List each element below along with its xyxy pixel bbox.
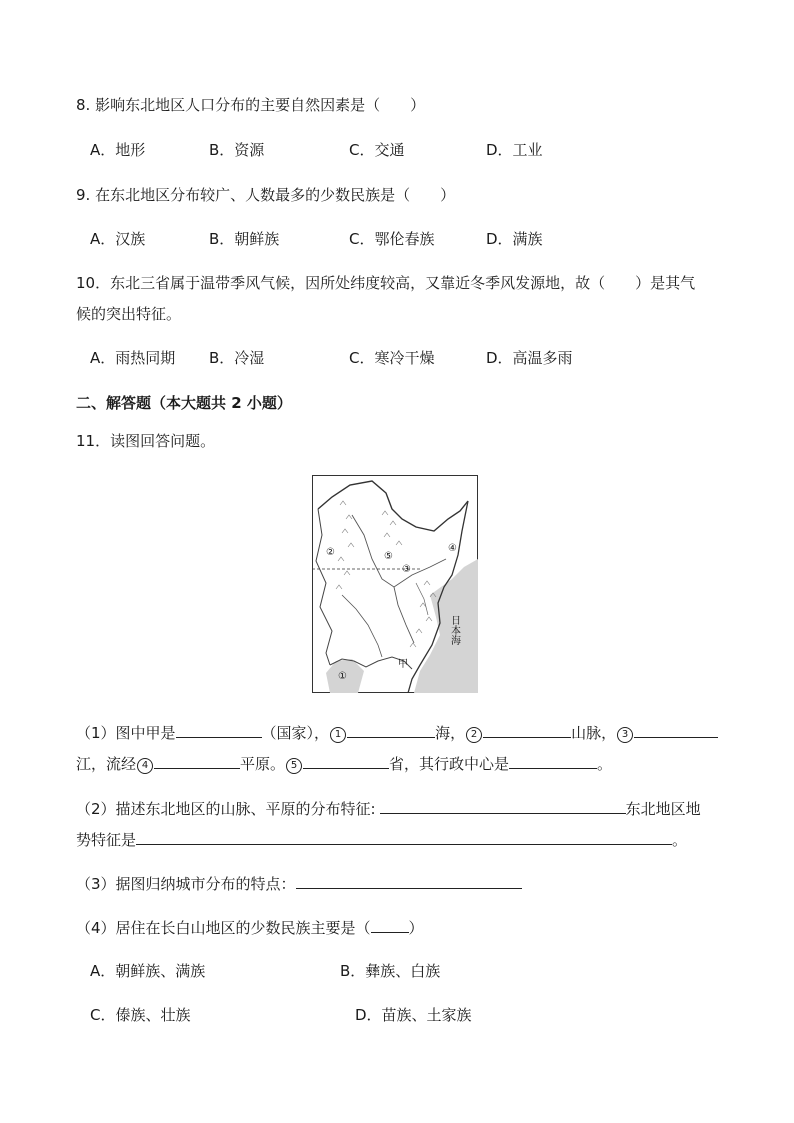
circled-number: 5 (286, 758, 302, 774)
answer-blank-country[interactable] (176, 721, 262, 738)
q11-sub4-option-c[interactable]: C．傣族、壮族 (90, 1006, 191, 1024)
circled-number: 2 (466, 727, 482, 743)
q11-sub1-text: 山脉， (571, 724, 617, 742)
map-label-5: ⑤ (384, 551, 393, 562)
circled-number: 4 (137, 758, 153, 774)
q9-option-a[interactable]: A．汉族 (90, 230, 146, 248)
q11-sub1-line2 (76, 752, 612, 774)
q11-sub4-option-b[interactable]: B．彝族、白族 (340, 962, 441, 980)
q10-option-d[interactable]: D．高温多雨 (486, 349, 573, 367)
q11-sub1-text: （1）图中甲是 (76, 724, 176, 742)
answer-blank-choice[interactable] (371, 916, 409, 933)
map-label-jia: 甲 (398, 659, 408, 670)
q11-sub2-line2 (76, 828, 687, 850)
q11-sub4-text: （4）居住在长白山地区的少数民族主要是（ (76, 919, 371, 937)
q11-sub2-text: 势特征是 (76, 831, 137, 849)
answer-blank-capital[interactable] (509, 752, 597, 769)
q11-sub1-text: 省，其行政中心是 (389, 755, 510, 773)
q11-sub1-text: （国家）， (261, 724, 330, 742)
q10-option-a[interactable]: A．雨热同期 (90, 349, 176, 367)
q11-sub4-stem (76, 916, 424, 938)
q11-sub1-text: 海， (435, 724, 466, 742)
answer-blank-distribution[interactable] (380, 797, 626, 814)
section-title: 二、解答题（本大题共 2 小题） (76, 394, 292, 412)
answer-blank-province[interactable] (303, 752, 389, 769)
map-label-sea: 日本海 (448, 615, 460, 645)
answer-blank-sea[interactable] (347, 721, 435, 738)
answer-blank-mountain[interactable] (483, 721, 571, 738)
q11-sub2-line1 (76, 797, 701, 819)
q9-option-b[interactable]: B．朝鲜族 (209, 230, 280, 248)
q10-option-c[interactable]: C．寒冷干燥 (349, 349, 435, 367)
q11-stem: 11．读图回答问题。 (76, 432, 216, 450)
q9-stem: 9. 在东北地区分布较广、人数最多的少数民族是（ ） (76, 186, 456, 204)
q11-sub1-text: 。 (597, 755, 613, 773)
q8-option-b[interactable]: B．资源 (209, 141, 265, 159)
q11-sub2-text: 东北地区地 (625, 800, 701, 818)
q9-option-d[interactable]: D．满族 (486, 230, 543, 248)
northeast-china-map (312, 475, 478, 693)
q10-option-b[interactable]: B．冷湿 (209, 349, 265, 367)
map-label-2: ② (326, 547, 335, 558)
q11-sub2-text: （2）描述东北地区的山脉、平原的分布特征: (76, 800, 376, 818)
q8-option-d[interactable]: D．工业 (486, 141, 543, 159)
q11-sub4-option-d[interactable]: D．苗族、土家族 (355, 1006, 472, 1024)
answer-blank-city-distribution[interactable] (296, 872, 522, 889)
q10-stem-line1: 10．东北三省属于温带季风气候，因所处纬度较高，又靠近冬季风发源地，故（ ）是其气 (76, 274, 696, 292)
q11-sub4-option-a[interactable]: A．朝鲜族、满族 (90, 962, 206, 980)
q11-sub2-text: 。 (672, 831, 688, 849)
circled-number: 1 (330, 727, 346, 743)
q8-stem: 8. 影响东北地区人口分布的主要自然因素是（ ） (76, 96, 426, 114)
answer-blank-terrain[interactable] (136, 828, 672, 845)
q11-sub1-text: 江，流经 (76, 755, 137, 773)
q11-sub3-text: （3）据图归纳城市分布的特点： (76, 875, 296, 893)
q9-option-c[interactable]: C．鄂伦春族 (349, 230, 435, 248)
map-label-3: ③ (402, 564, 411, 575)
q11-sub1-text: 平原。 (240, 755, 286, 773)
q11-sub3 (76, 872, 522, 894)
answer-blank-river[interactable] (634, 721, 718, 738)
q11-sub1-line1 (76, 721, 718, 743)
circled-number: 3 (617, 727, 633, 743)
map-label-4: ④ (448, 543, 457, 554)
q8-option-a[interactable]: A．地形 (90, 141, 146, 159)
answer-blank-plain[interactable] (154, 752, 240, 769)
q11-sub4-text: ） (408, 919, 424, 937)
map-label-1: ① (338, 671, 347, 682)
q8-option-c[interactable]: C．交通 (349, 141, 405, 159)
q10-stem-line2: 候的突出特征。 (76, 305, 182, 323)
